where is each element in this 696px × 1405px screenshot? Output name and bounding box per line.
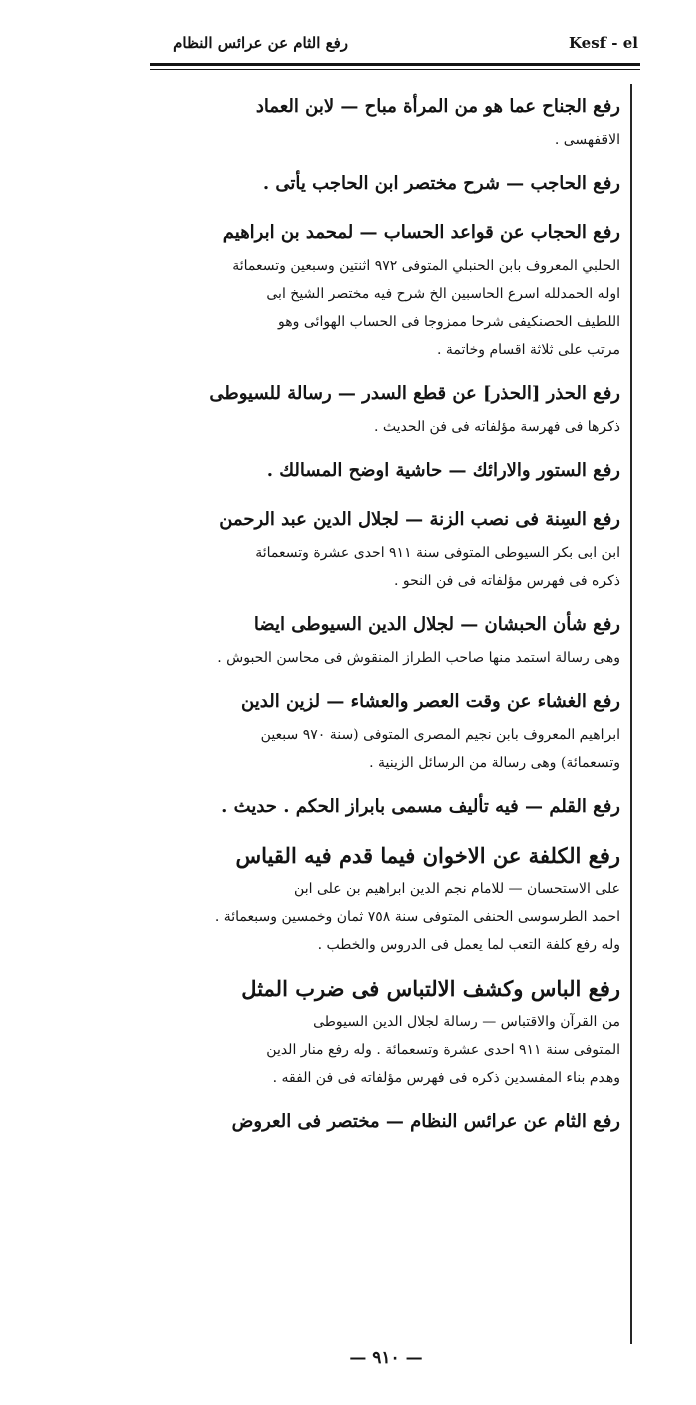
entry-text-line: الاقفهسى .	[554, 132, 620, 148]
entry-text-line: ابن ابى بكر السيوطى المتوفى سنة ٩١١ احدى عشرة وتسعمائة	[255, 545, 620, 561]
dictionary-entry	[160, 606, 620, 672]
entry-headline: رفع الستور والارائك — حاشية اوضح المسالك .	[266, 460, 620, 481]
entry-text-line: اوله الحمدلله اسرع الحاسبين الخ شرح فيه مختصر الشيخ ابى	[266, 286, 620, 302]
page-number: — ٩١٠ —	[349, 1348, 423, 1368]
entry-text-line: ذكره فى فهرس مؤلفاته فى فن النحو .	[394, 573, 620, 589]
entry-headline: رفع السِنة فى نصب الزنة — لجلال الدين عبد الرحمن	[219, 509, 620, 530]
entry-text-line: المتوفى سنة ٩١١ احدى عشرة وتسعمائة . وله رفع منار الدين	[266, 1042, 620, 1058]
entry-text-line: وهى رسالة استمد منها صاحب الطراز المنقوش فى محاسن الحبوش .	[217, 650, 620, 666]
entry-text-line: اللطيف الحصنكيفى شرحا ممزوجا فى الحساب الهوائى وهو	[278, 314, 620, 330]
entry-headline: رفع شأن الحبشان — لجلال الدين السيوطى ايضا	[253, 614, 620, 635]
entry-headline: رفع الحجاب عن قواعد الحساب — لمحمد بن ابراهيم	[222, 222, 620, 243]
dictionary-entry	[160, 452, 620, 490]
entry-headline: رفع الكلفة عن الاخوان فيما قدم فيه القياس	[235, 843, 620, 868]
dictionary-entry	[160, 88, 620, 154]
entry-text-line: الحلبي المعروف بابن الحنبلي المتوفى ٩٧٢ اثنتين وسبعين وتسعمائة	[232, 258, 620, 274]
entries-column	[160, 88, 620, 1152]
running-label: Kesf - el	[568, 34, 638, 52]
entry-text-line: ذكرها فى فهرسة مؤلفاته فى فن الحديث .	[374, 419, 620, 435]
entry-text-line: من القرآن والاقتباس — رسالة لجلال الدين السيوطى	[313, 1014, 620, 1030]
dictionary-entry	[160, 683, 620, 777]
dictionary-entry	[160, 501, 620, 595]
dictionary-entry	[160, 375, 620, 441]
dictionary-entry	[160, 970, 620, 1092]
entry-headline: رفع الغشاء عن وقت العصر والعشاء — لزين الدين	[241, 691, 620, 712]
dictionary-entry	[160, 214, 620, 364]
entry-text-line: مرتب على ثلاثة اقسام وخاتمة .	[436, 342, 620, 358]
header-rule-thin	[150, 69, 640, 70]
entry-text-line: على الاستحسان — للامام نجم الدين ابراهيم بن على ابن	[294, 881, 620, 897]
entry-text-line: وله رفع كلفة التعب لما يعمل فى الدروس والخطب .	[317, 937, 620, 953]
entry-text-line: ابراهيم المعروف بابن نجيم المصرى المتوفى (سنة ٩٧٠ سبعين	[260, 727, 620, 743]
entry-text-line: وهدم بناء المفسدين ذكره فى فهرس مؤلفاته فى فن الفقه .	[272, 1070, 620, 1086]
entry-headline: رفع الجناح عما هو من المرأة مباح — لابن العماد	[255, 96, 620, 117]
dictionary-entry	[160, 165, 620, 203]
dictionary-entry	[160, 837, 620, 959]
entry-text-line: وتسعمائة) وهى رسالة من الرسائل الزينية .	[369, 755, 620, 771]
entry-headline: رفع الثام عن عرائس النظام — مختصر فى العروض	[231, 1111, 620, 1132]
entry-headline: رفع القلم — فيه تأليف مسمى بابراز الحكم . حديث .	[221, 796, 620, 817]
entry-headline: رفع الحذر [الحذر] عن قطع السدر — رسالة للسيوطى	[209, 383, 620, 404]
entry-headline: رفع الحاجب — شرح مختصر ابن الحاجب يأتى .	[262, 173, 620, 194]
header-rule-thick	[150, 63, 640, 66]
dictionary-entry	[160, 1103, 620, 1141]
entry-text-line: احمد الطرسوسى الحنفى المتوفى سنة ٧٥٨ ثمان وخمسين وسبعمائة .	[214, 909, 620, 925]
running-title: رفع الثام عن عرائس النظام	[173, 34, 348, 52]
dictionary-entry	[160, 788, 620, 826]
entry-headline: رفع الباس وكشف الالتباس فى ضرب المثل	[241, 976, 620, 1001]
margin-rule	[630, 84, 632, 1344]
